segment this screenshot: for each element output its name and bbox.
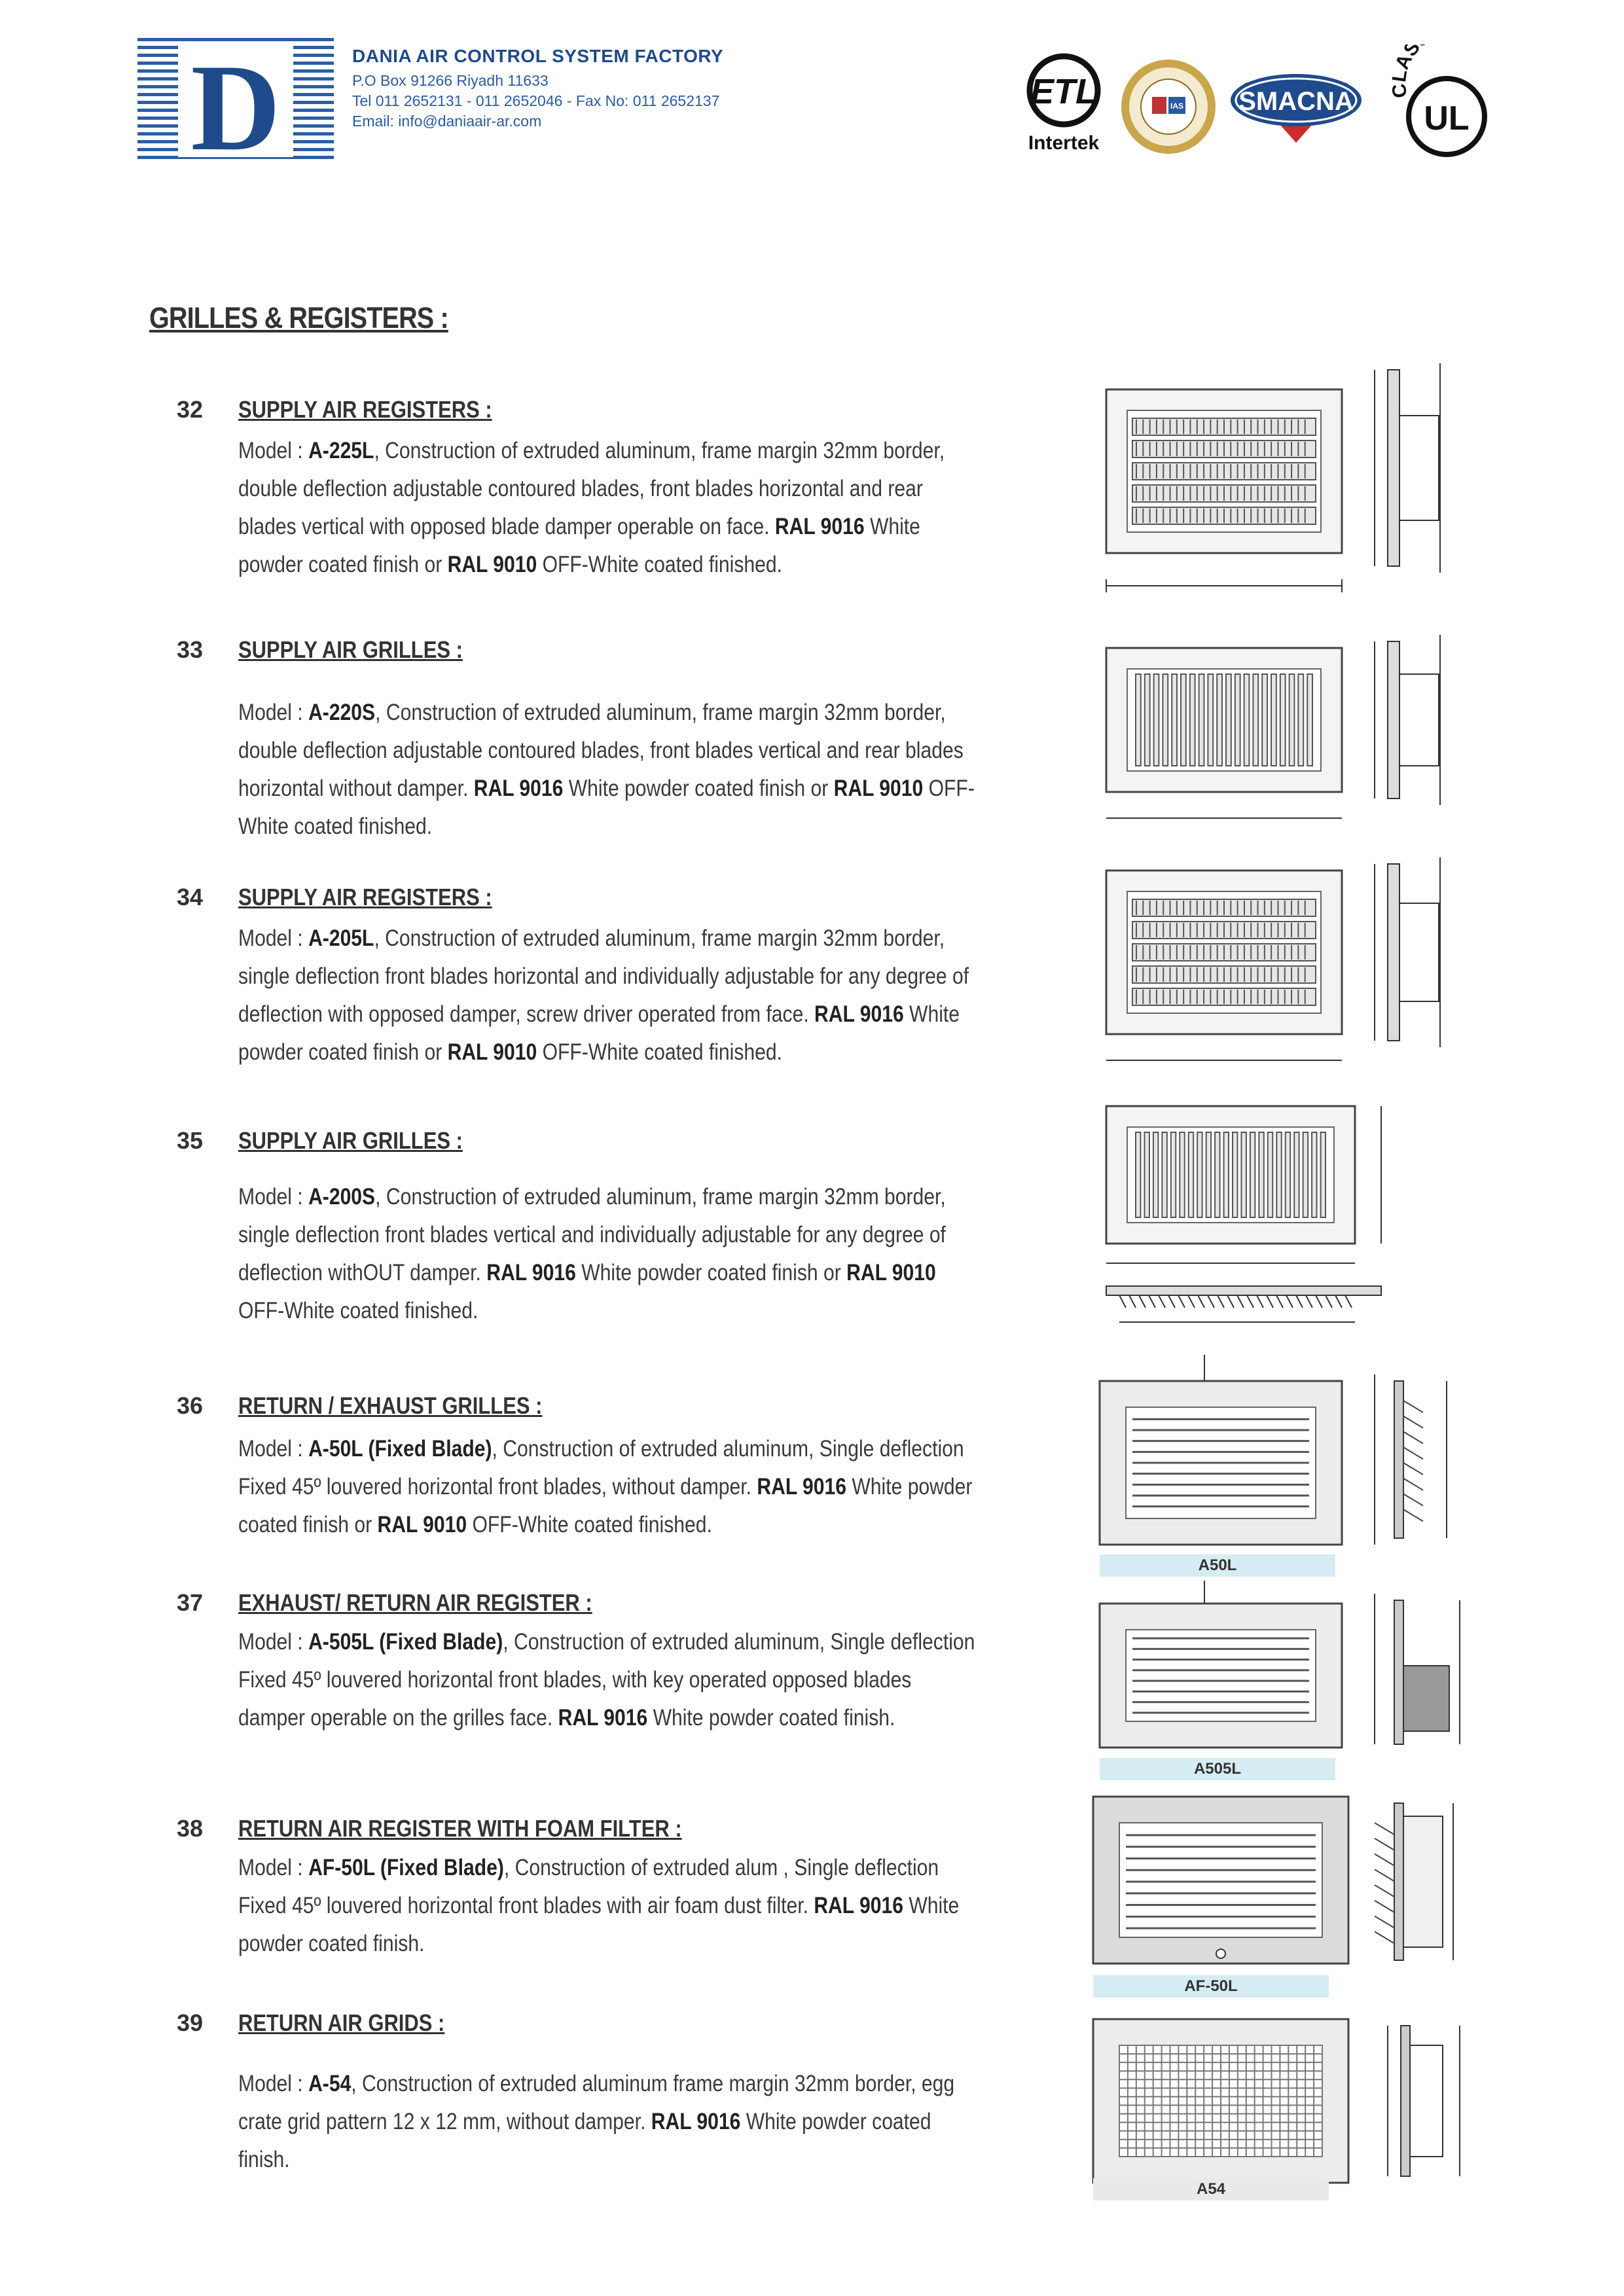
item-description: Model : A-200S, Construction of extruded aluminum, frame margin 32mm border, single deflection front blades vertical and individually adjustable for any degree of deflection withOUT damper. RAL 9016 White powder coated finish or RAL 9010 OFF-White coated finished. xyxy=(238,1184,946,1323)
certification-logos xyxy=(1021,45,1538,162)
ul-classified-icon xyxy=(1388,45,1502,154)
drawing-a505l xyxy=(1093,1581,1486,1751)
ias-seal-icon xyxy=(1121,60,1216,154)
item-number: 33 xyxy=(177,636,204,663)
item-title: RETURN AIR REGISTER WITH FOAM FILTER : xyxy=(238,1815,682,1842)
item-number: 36 xyxy=(177,1392,204,1419)
svg-text:ETL: ETL xyxy=(1030,72,1097,111)
drawing-a50l xyxy=(1093,1355,1486,1551)
item-number: 34 xyxy=(177,884,204,910)
caption-a505l: A505L xyxy=(1100,1758,1335,1780)
svg-text:UL: UL xyxy=(1424,99,1470,137)
caption-af50l: AF-50L xyxy=(1093,1975,1329,1998)
svg-text:CLASSIFIED: CLAS xyxy=(1388,45,1425,99)
caption-a54: A54 xyxy=(1093,2178,1329,2200)
item-title: SUPPLY AIR REGISTERS : xyxy=(238,396,492,423)
smacna-logo-icon xyxy=(1231,74,1362,143)
item-number: 35 xyxy=(177,1127,204,1154)
drawing-a220s xyxy=(1100,622,1492,838)
drawing-af50l xyxy=(1087,1790,1492,1973)
item-title: SUPPLY AIR REGISTERS : xyxy=(238,884,492,910)
company-phones: Tel 011 2652131 - 011 2652046 - Fax No: 011 2652137 xyxy=(352,92,720,109)
item-title: RETURN / EXHAUST GRILLES : xyxy=(238,1392,543,1419)
etl-logo-icon xyxy=(1028,56,1100,154)
svg-text:SMACNA: SMACNA xyxy=(1238,87,1354,116)
item-description: Model : A-205L, Construction of extruded aluminum, frame margin 32mm border, single deflection front blades horizontal and individually adjustable for any degree of deflection with opposed damper, screw driver operated from face. RAL 9016 White powder coated finish or RAL 9010 OFF-White coated finished. xyxy=(238,925,969,1065)
drawing-a200s xyxy=(1093,1100,1486,1348)
item-description: Model : A-50L (Fixed Blade), Construction of extruded aluminum, Single deflection Fixed 45º louvered horizontal front blades, without damper. RAL 9016 White powder coated finish or RAL 9010 OFF-White coated finished. xyxy=(238,1436,973,1537)
drawing-a205l xyxy=(1100,844,1492,1080)
caption-a50l: A50L xyxy=(1100,1554,1335,1577)
company-info xyxy=(352,46,723,132)
svg-text:Intertek: Intertek xyxy=(1028,132,1100,154)
item-number: 38 xyxy=(177,1815,204,1842)
item-title: SUPPLY AIR GRILLES : xyxy=(238,636,463,663)
svg-text:D: D xyxy=(190,39,281,169)
item-title: RETURN AIR GRIDS : xyxy=(238,2009,445,2036)
company-address: P.O Box 91266 Riyadh 11633 xyxy=(352,72,549,89)
item-number: 37 xyxy=(177,1589,204,1616)
drawing-a225l xyxy=(1100,357,1492,605)
svg-text:IAS: IAS xyxy=(1170,101,1184,111)
section-title: GRILLES & REGISTERS : xyxy=(149,301,448,334)
company-email[interactable]: Email: info@daniaair-ar.com xyxy=(352,113,542,130)
item-title: EXHAUST/ RETURN AIR REGISTER : xyxy=(238,1589,592,1616)
item-number: 32 xyxy=(177,396,204,423)
company-name: DANIA AIR CONTROL SYSTEM FACTORY xyxy=(352,46,724,66)
item-description: Model : A-220S, Construction of extruded aluminum, frame margin 32mm border, double deflection adjustable contoured blades, front blades vertical and rear blades horizontal without damper. RAL 9016 White powder coated finish or RAL 9010 OFF-White coated finished. xyxy=(238,700,975,839)
item-title: SUPPLY AIR GRILLES : xyxy=(238,1127,463,1154)
item-description: Model : AF-50L (Fixed Blade), Construction of extruded alum , Single deflection Fixed 45º louvered horizontal front blades with air foam dust filter. RAL 9016 White powder coated finish. xyxy=(238,1855,960,1956)
item-description: Model : A-505L (Fixed Blade), Construction of extruded aluminum, Single deflection Fixed 45º louvered horizontal front blades, with key operated opposed blades damper operable on the grilles face. RAL 9016 White powder coated finish. xyxy=(238,1629,975,1731)
item-description: Model : A-225L, Construction of extruded aluminum, frame margin 32mm border, double deflection adjustable contoured blades, front blades horizontal and rear blades vertical with opposed blade damper operable on face. RAL 9016 White powder coated finish or RAL 9010 OFF-White coated finished. xyxy=(238,438,945,577)
item-description: Model : A-54, Construction of extruded aluminum frame margin 32mm border, egg crate grid pattern 12 x 12 mm, without damper. RAL 9016 White powder coated finish. xyxy=(238,2071,955,2172)
drawing-a54 xyxy=(1087,2013,1492,2189)
company-logo xyxy=(137,31,334,169)
item-number: 39 xyxy=(177,2009,204,2036)
